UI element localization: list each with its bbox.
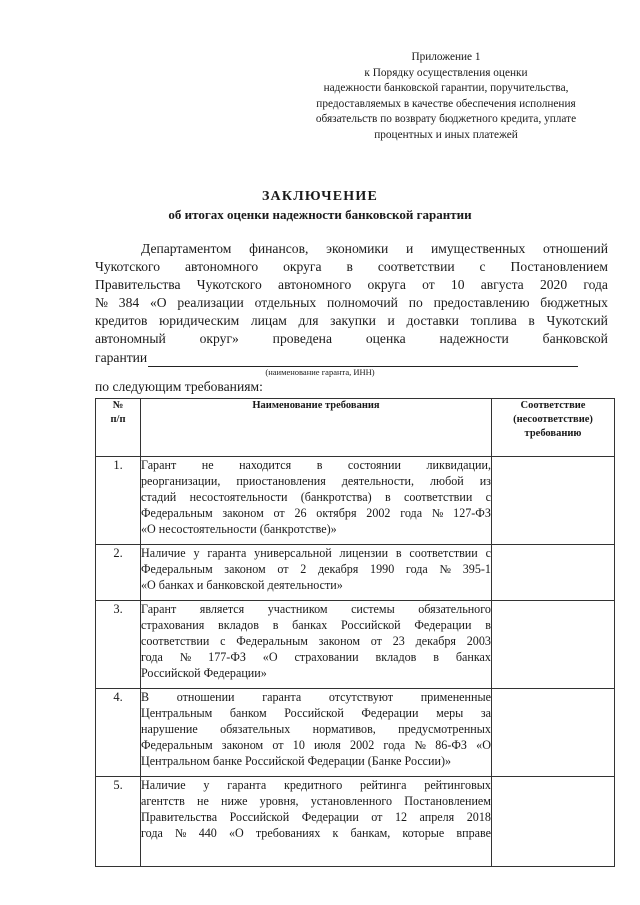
header-num (96, 399, 141, 457)
text-line: Центральном банке Российской Федерации (Банке России)» (141, 754, 452, 768)
header-num-text (96, 399, 140, 427)
text-line: Федеральным законом от 10 июля 2002 года № 86-ФЗ «О (141, 738, 491, 752)
requirements-intro: по следующим требованиям: (95, 379, 263, 394)
appendix-line: процентных и иных платежей (374, 128, 518, 141)
requirement-row (96, 601, 615, 689)
header-num-line: № (112, 400, 124, 411)
text-line: «О банках и банковской деятельности» (141, 578, 343, 592)
requirement-row (96, 777, 615, 867)
requirement-compliance-cell[interactable] (492, 457, 615, 545)
requirement-compliance-cell[interactable] (492, 601, 615, 689)
requirement-number: 5. (96, 777, 141, 867)
text-line: автономный округ» проведена оценка надежности банковской (95, 331, 608, 346)
requirement-compliance-cell[interactable] (492, 777, 615, 867)
document-subtitle: об итогах оценки надежности банковской гарантии (168, 207, 472, 222)
text-line: Наличие у гаранта кредитного рейтинга рейтинговых (141, 778, 491, 792)
document-title: ЗАКЛЮЧЕНИЕ (261, 189, 379, 204)
requirement-row (96, 689, 615, 777)
text-line: соответствии с Федеральным законом от 23 декабря 2003 (141, 634, 491, 648)
appendix-line: надежности банковской гарантии, поручительства, (323, 82, 569, 94)
requirement-text (141, 601, 492, 689)
intro-paragraph (95, 240, 608, 348)
requirement-number: 4. (96, 689, 141, 777)
requirement-row (96, 457, 615, 545)
header-compliance-line: требованию (524, 428, 582, 439)
requirement-compliance-cell[interactable] (492, 545, 615, 601)
text-line: В отношении гаранта отсутствуют примененные (141, 690, 491, 704)
header-compliance-text (492, 399, 614, 441)
text-line: Федеральным законом от 26 октября 2002 года № 127-ФЗ (141, 506, 491, 520)
text-line: реорганизации, приостановления деятельности, любой из (141, 474, 491, 488)
header-compliance-line: (несоответствие) (513, 414, 593, 425)
text-line: Правительства Российской Федерации от 12 апреля 2018 (141, 810, 491, 824)
requirements-body (96, 457, 615, 867)
text-line: Наличие у гаранта универсальной лицензии в соответствии с (141, 546, 491, 560)
text-line: нарушение обязательных нормативов, предусмотренных (141, 722, 491, 736)
text-line: Федеральным законом от 2 декабря 1990 года № 395-1 (141, 562, 491, 576)
text-line: Департаментом финансов, экономики и имущественных отношений (141, 241, 608, 256)
requirement-text (141, 689, 492, 777)
text-line: Правительства Чукотского автономного округа от 10 августа 2020 года (95, 277, 608, 292)
requirement-text (141, 777, 492, 867)
text-line: стадий несостоятельности (банкротства) в соответствии с (141, 490, 491, 504)
guarantor-blank[interactable] (148, 352, 578, 367)
guarantee-word: гарантии (95, 350, 148, 365)
text-line: года № 177-ФЗ «О страховании вкладов в банках (141, 650, 491, 664)
requirement-number: 1. (96, 457, 141, 545)
requirement-text (141, 545, 492, 601)
text-line: года № 440 «О требованиях к банкам, которые вправе (141, 826, 491, 840)
appendix-line: Приложение 1 (411, 51, 481, 63)
text-line: Российской Федерации» (141, 666, 267, 680)
header-compliance-line: Соответствие (520, 400, 586, 411)
text-line: Чукотского автономного округа в соответствии с Постановлением (95, 259, 608, 274)
header-num-line: п/п (110, 414, 126, 425)
header-compliance (492, 399, 615, 457)
guarantee-line (95, 349, 608, 367)
appendix-line: обязательств по возврату бюджетного кредита, уплате (315, 113, 577, 125)
appendix-header (296, 50, 596, 143)
requirement-text (141, 457, 492, 545)
appendix-line: предоставляемых в качестве обеспечения исполнения (316, 97, 576, 110)
guarantor-caption: (наименование гаранта, ИНН) (265, 367, 375, 377)
text-line: агентств не ниже уровня, установленного Постановлением (141, 794, 491, 808)
requirement-number: 3. (96, 601, 141, 689)
requirement-row (96, 545, 615, 601)
requirements-table (95, 398, 615, 867)
text-line: «О несостоятельности (банкротстве)» (141, 522, 337, 536)
requirement-compliance-cell[interactable] (492, 689, 615, 777)
text-line: № 384 «О реализации отдельных полномочий по предоставлению бюджетных (95, 295, 608, 310)
text-line: Гарант является участником системы обязательного (141, 602, 491, 616)
requirement-number: 2. (96, 545, 141, 601)
text-line: Гарант не находится в состоянии ликвидации, (141, 458, 491, 472)
text-line: страхования вкладов в банках Российской Федерации в (141, 618, 491, 632)
text-line: кредитов юридическим лицам для закупки и доставки топлива в Чукотский (95, 313, 608, 328)
header-name: Наименование требования (141, 399, 492, 457)
appendix-line: к Порядку осуществления оценки (364, 66, 528, 79)
text-line: Центральным банком Российской Федерации меры за (141, 706, 491, 720)
